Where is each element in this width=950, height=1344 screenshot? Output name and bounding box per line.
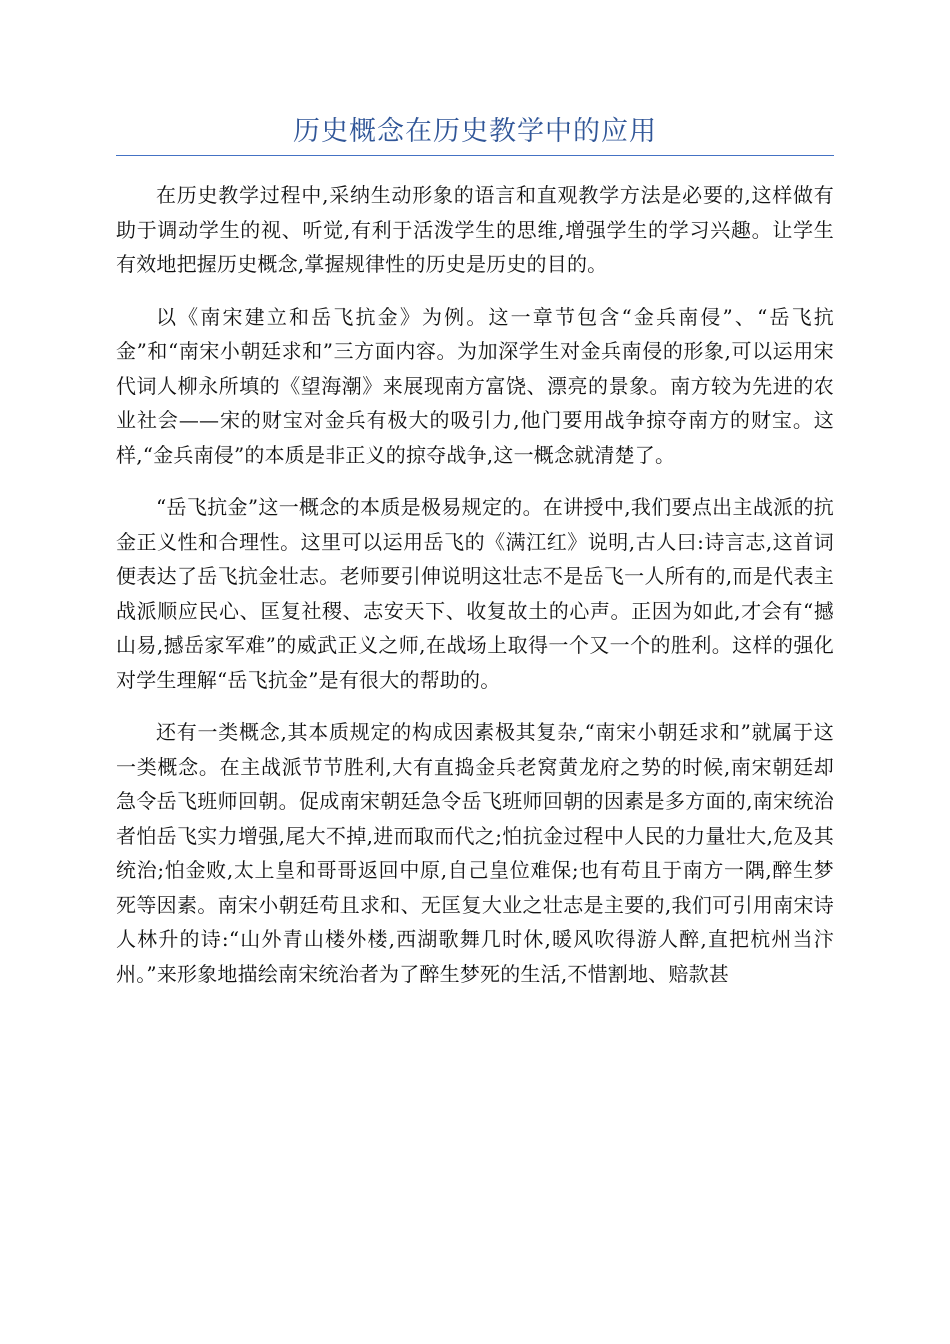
paragraph-4: 还有一类概念,其本质规定的构成因素极其复杂,“南宋小朝廷求和”就属于这一类概念。在主战派节节胜利,大有直捣金兵老窝黄龙府之势的时候,南宋朝廷却急令岳飞班师回朝。促成南宋朝廷急令岳飞班师回朝的因素是多方面的,南宋统治者怕岳飞实力增强,尾大不掉,进而取而代之;怕抗金过程中人民的力量壮大,危及其统治;怕金败,太上皇和哥哥返回中原,自己皇位难保;也有苟且于南方一隅,醉生梦死等因素。南宋小朝廷苟且求和、无匡复大业之壮志是主要的,我们可引用南宋诗人林升的诗:“山外青山楼外楼,西湖歌舞几时休,暖风吹得游人醉,直把杭州当汴州。”来形象地描绘南宋统治者为了醉生梦死的生活,不惜割地、赔款甚: [116, 720, 834, 986]
title-underline: [116, 155, 834, 156]
paragraph-2: 以《南宋建立和岳飞抗金》为例。这一章节包含“金兵南侵”、“岳飞抗金”和“南宋小朝廷求和”三方面内容。为加深学生对金兵南侵的形象,可以运用宋代词人柳永所填的《望海潮》来展现南方富饶、漂亮的景象。南方较为先进的农业社会——宋的财宝对金兵有极大的吸引力,他门要用战争掠夺南方的财宝。这样,“金兵南侵”的本质是非正义的掠夺战争,这一概念就清楚了。: [116, 304, 834, 467]
page-title: 历史概念在历史教学中的应用: [293, 116, 657, 147]
document-body: [116, 178, 834, 1009]
paragraph-3: “岳飞抗金”这一概念的本质是极易规定的。在讲授中,我们要点出主战派的抗金正义性和合理性。这里可以运用岳飞的《满江红》说明,古人曰:诗言志,这首词便表达了岳飞抗金壮志。老师要引伸说明这壮志不是岳飞一人所有的,而是代表主战派顺应民心、匡复社稷、志安天下、收复故土的心声。正因为如此,才会有“撼山易,撼岳家军难”的威武正义之师,在战场上取得一个又一个的胜利。这样的强化对学生理解“岳飞抗金”是有很大的帮助的。: [116, 495, 834, 692]
paragraph-1: 在历史教学过程中,采纳生动形象的语言和直观教学方法是必要的,这样做有助于调动学生的视、听觉,有利于活泼学生的思维,增强学生的学习兴趣。让学生有效地把握历史概念,掌握规律性的历史是历史的目的。: [116, 183, 834, 276]
